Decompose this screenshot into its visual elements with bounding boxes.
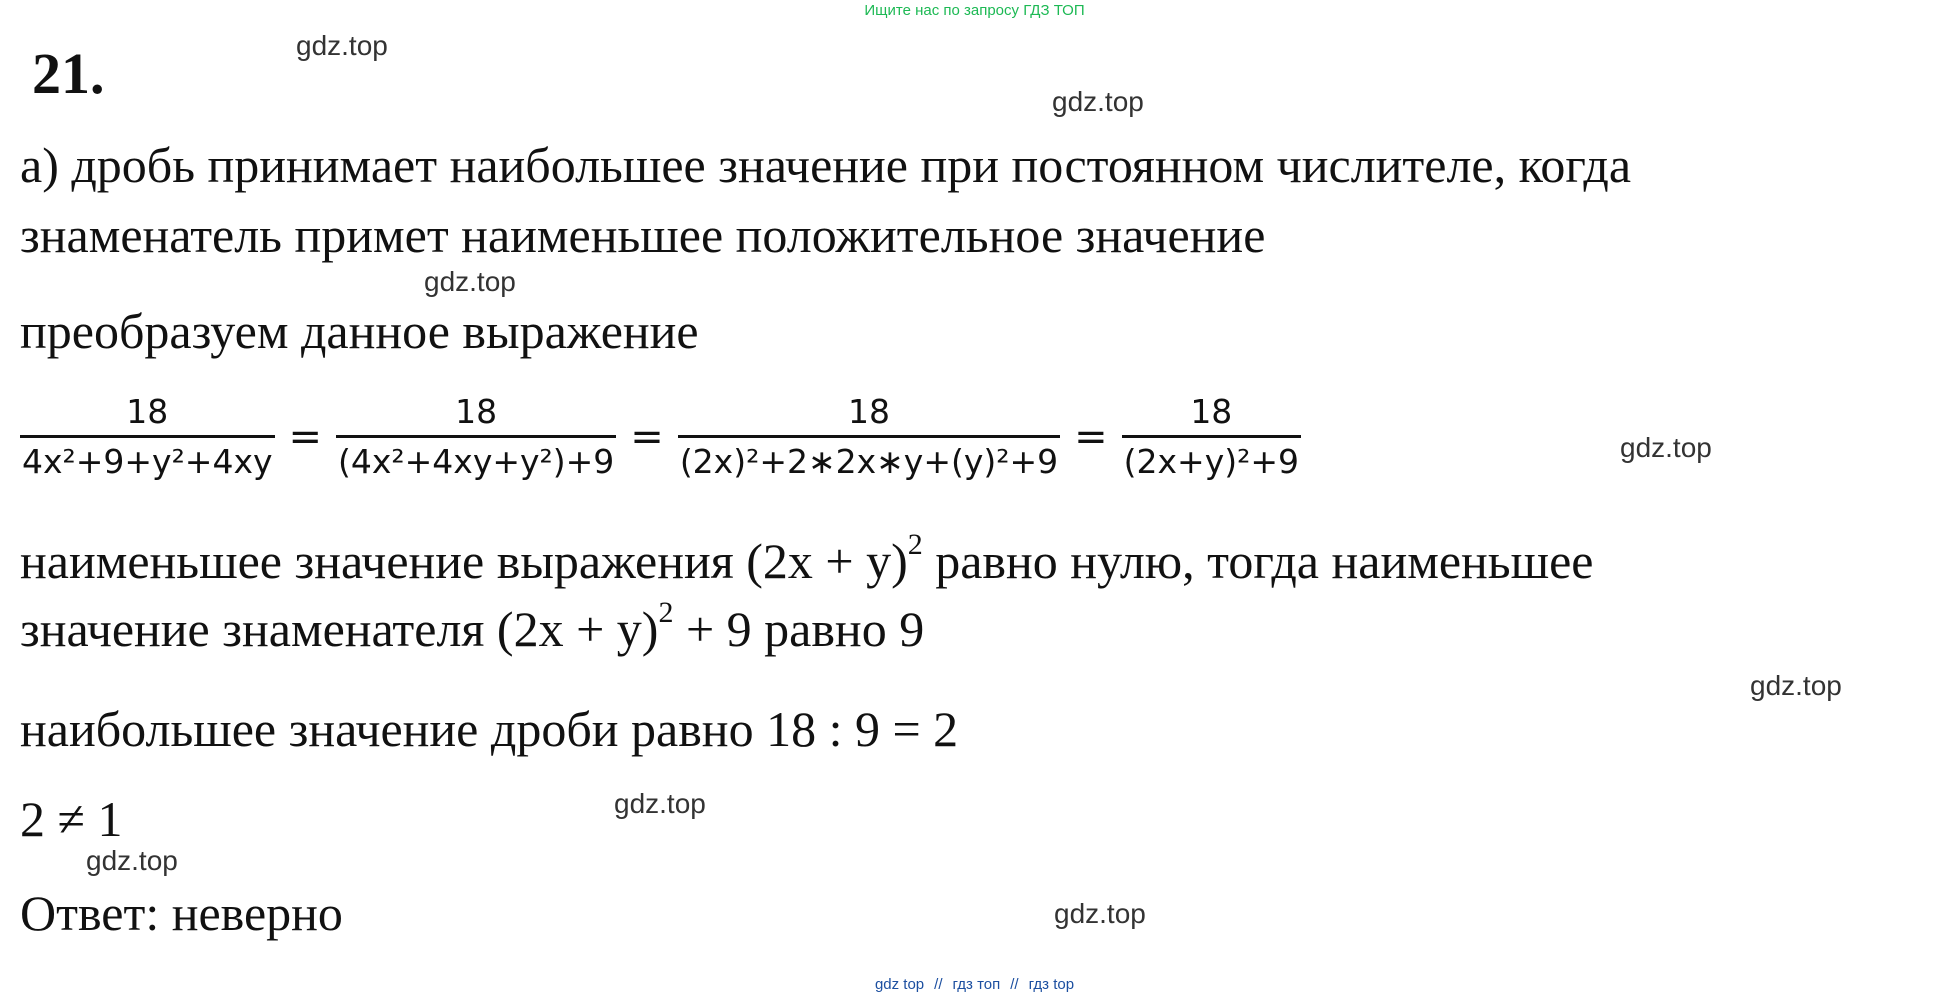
text-line-5 [20, 596, 925, 658]
text-line-6: наибольшее значение дроби равно 18 : 9 = 2 [20, 701, 959, 757]
text-line-1: а) дробь принимает наибольшее значение при постоянном числителе, когда [20, 137, 1632, 193]
watermark: gdz.top [1750, 670, 1842, 701]
fraction-denominator: (2x)²+2∗2x∗y+(y)²+9 [679, 442, 1059, 481]
fraction [1122, 392, 1301, 481]
equals-sign: = [1074, 413, 1108, 460]
text-line-5-start: значение знаменателя (2x + y) [20, 601, 659, 657]
fraction [20, 392, 275, 481]
bottom-link-2[interactable]: гдз топ [952, 976, 1001, 993]
fraction [678, 392, 1060, 481]
fraction-numerator: 18 [847, 392, 890, 431]
fraction-denominator: (2x+y)²+9 [1123, 442, 1299, 481]
text-line-4 [20, 528, 1594, 590]
fraction-denominator: 4x²+9+y²+4xy [22, 442, 273, 481]
fraction [336, 392, 616, 481]
watermark: gdz.top [1620, 432, 1712, 463]
bottom-link-1[interactable]: gdz top [874, 976, 925, 993]
bottom-banner [0, 976, 1949, 993]
text-line-4-end: равно нулю, тогда наименьшее [922, 533, 1594, 589]
text-line-2: знаменатель примет наименьшее положительное значение [20, 207, 1266, 263]
problem-number: 21. [32, 41, 105, 106]
answer-line: Ответ: неверно [20, 885, 343, 941]
bottom-link-3[interactable]: гдз top [1028, 976, 1075, 993]
separator: // [1010, 976, 1019, 993]
text-line-5-end: + 9 равно 9 [673, 601, 925, 657]
text-line-4-start: наименьшее значение выражения (2x + y) [20, 533, 908, 589]
exponent: 2 [658, 596, 674, 629]
watermark: gdz.top [424, 266, 516, 297]
watermark: gdz.top [296, 30, 388, 61]
equals-sign: = [630, 413, 664, 460]
text-line-3: преобразуем данное выражение [20, 303, 699, 359]
exponent: 2 [907, 528, 923, 561]
fraction-numerator: 18 [126, 392, 169, 431]
top-banner[interactable]: Ищите нас по запросу ГДЗ ТОП [864, 2, 1085, 19]
fraction-numerator: 18 [1190, 392, 1233, 431]
watermark: gdz.top [1054, 898, 1146, 929]
text-line-7: 2 ≠ 1 [20, 791, 123, 847]
equals-sign: = [288, 413, 323, 460]
watermark: gdz.top [1052, 86, 1144, 117]
watermark: gdz.top [86, 845, 178, 876]
watermark: gdz.top [614, 788, 706, 819]
separator: // [934, 976, 943, 993]
fraction-numerator: 18 [455, 392, 498, 431]
fraction-denominator: (4x²+4xy+y²)+9 [338, 442, 615, 481]
fraction-equation [20, 392, 1301, 481]
